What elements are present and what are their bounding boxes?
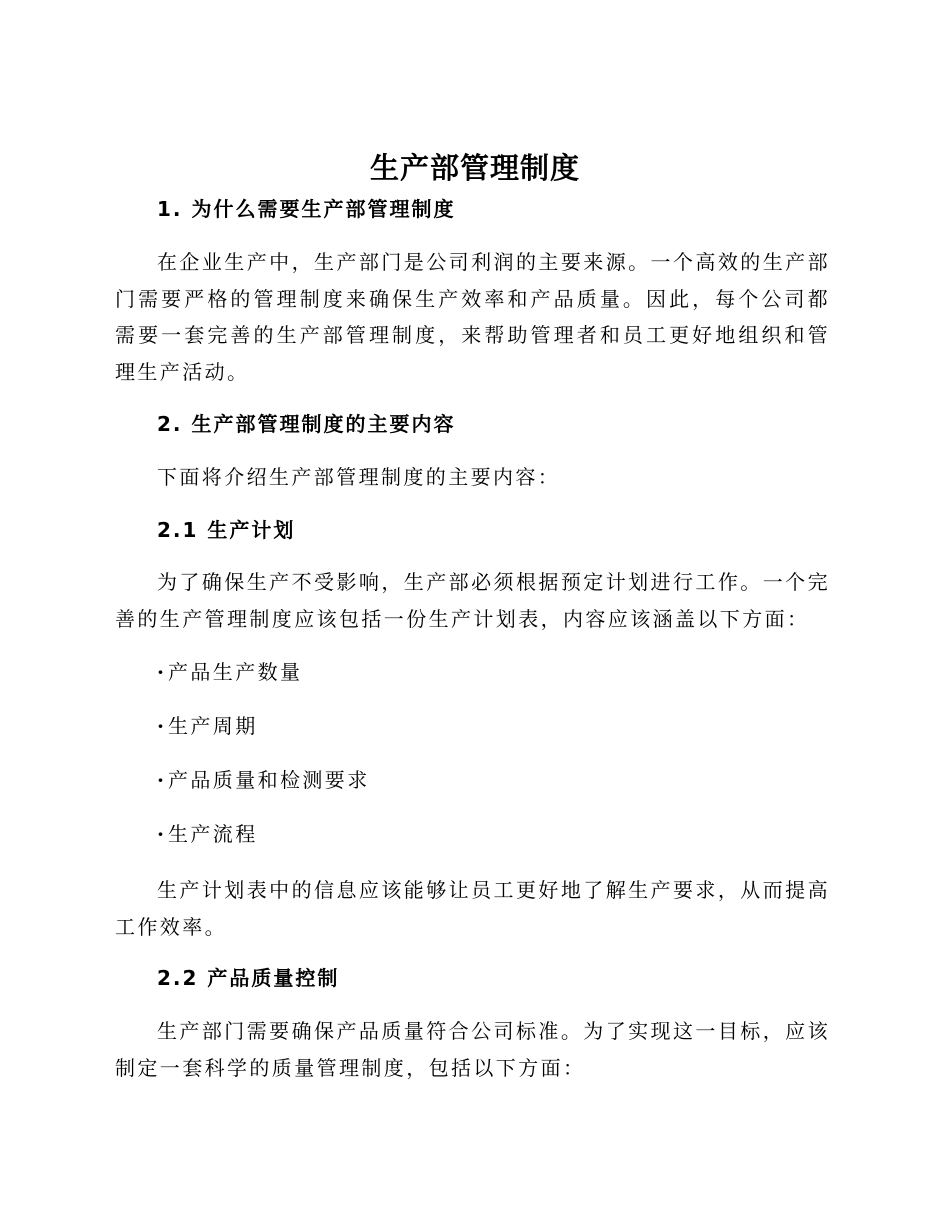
bullet-item xyxy=(157,765,370,795)
section-2-1-heading: 2.1 生产计划 xyxy=(157,518,296,542)
bullet-item xyxy=(157,711,258,741)
bullet-dot: · xyxy=(157,768,167,792)
bullet-text: 生产流程 xyxy=(168,822,258,846)
section-2-paragraph: 下面将介绍生产部管理制度的主要内容： xyxy=(157,465,561,489)
bullet-text: 产品质量和检测要求 xyxy=(168,768,370,792)
bullet-dot: · xyxy=(157,660,167,684)
bullet-dot: · xyxy=(157,822,167,846)
bullet-text: 产品生产数量 xyxy=(168,660,303,684)
bullet-item xyxy=(157,819,258,849)
section-2-1-closing: 生产计划表中的信息应该能够让员工更好地了解生产要求，从而提高工作效率。 xyxy=(115,878,830,939)
document-title: 生产部管理制度 xyxy=(369,151,580,185)
bullet-dot: · xyxy=(157,714,167,738)
section-2-2-heading: 2.2 产品质量控制 xyxy=(157,966,340,990)
bullet-item xyxy=(157,657,302,687)
bullet-text: 生产周期 xyxy=(168,714,258,738)
section-2-1-paragraph: 为了确保生产不受影响，生产部必须根据预定计划进行工作。一个完善的生产管理制度应该包括一份生产计划表，内容应该涵盖以下方面： xyxy=(115,570,830,631)
section-1-heading: 1. 为什么需要生产部管理制度 xyxy=(157,197,456,221)
section-2-2-paragraph: 生产部门需要确保产品质量符合公司标准。为了实现这一目标，应该制定一套科学的质量管理制度，包括以下方面： xyxy=(115,1019,830,1080)
section-2-heading: 2. 生产部管理制度的主要内容 xyxy=(157,412,456,436)
section-1-paragraph: 在企业生产中，生产部门是公司利润的主要来源。一个高效的生产部门需要严格的管理制度来确保生产效率和产品质量。因此，每个公司都需要一套完善的生产部管理制度，来帮助管理者和员工更好地组织和管理生产活动。 xyxy=(115,250,830,384)
